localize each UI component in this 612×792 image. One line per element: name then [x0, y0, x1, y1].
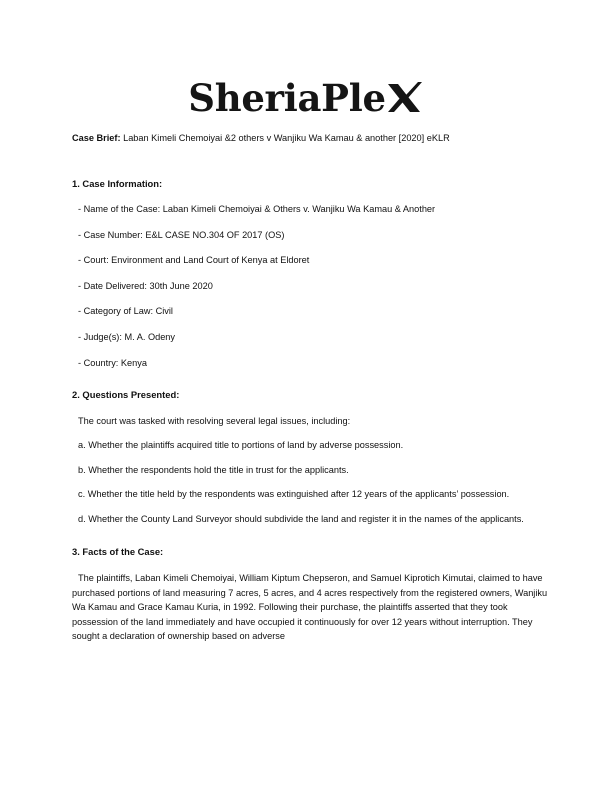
- question-item: b. Whether the respondents hold the title in trust for the applicants.: [78, 464, 349, 475]
- case-brief-label: Case Brief:: [72, 133, 121, 143]
- case-brief-line: [72, 132, 548, 144]
- document-body: [72, 132, 548, 654]
- logo-x-mark-icon: [384, 78, 424, 118]
- section-questions-presented: [72, 389, 548, 527]
- info-item: - Judge(s): M. A. Odeny: [78, 331, 176, 342]
- info-item: - Date Delivered: 30th June 2020: [78, 280, 213, 291]
- section-heading: 3. Facts of the Case:: [72, 546, 164, 558]
- info-item: - Name of the Case: Laban Kimeli Chemoiyai & Others v. Wanjiku Wa Kamau & Another: [78, 204, 436, 214]
- logo-text: SheriaPle: [188, 76, 386, 120]
- info-item: - Court: Environment and Land Court of Kenya at Eldoret: [78, 255, 310, 266]
- info-item: - Category of Law: Civil: [78, 306, 173, 317]
- info-item: - Country: Kenya: [78, 357, 147, 368]
- question-item: d. Whether the County Land Surveyor should subdivide the land and register it in the names of the applicants.: [78, 513, 524, 524]
- question-item: a. Whether the plaintiffs acquired title to portions of land by adverse possession.: [78, 440, 404, 451]
- question-item: c. Whether the title held by the respondents was extinguished after 12 years of the applicants’ possession.: [78, 489, 510, 500]
- sheriaplex-logo: [0, 72, 612, 124]
- info-item: - Case Number: E&L CASE NO.304 OF 2017 (OS): [78, 229, 285, 240]
- section-heading: 2. Questions Presented:: [72, 388, 180, 400]
- section-heading: 1. Case Information:: [72, 178, 163, 189]
- facts-paragraph: The plaintiffs, Laban Kimeli Chemoiyai, William Kiptum Chepseron, and Samuel Kiprotich Kimutai, claimed to have purchased portions of land measuring 7 acres, 5 acres, and 4 acres respectively from the registered owners, Wanjiku Wa Kamau and Grace Kamau Kuria, in 1992. Following their purchase, the plaintiffs asserted that they took possession of the land immediately and have occupied it continuously for over 12 years without interruption. They sought a declaration of ownership based on adverse: [72, 573, 548, 642]
- case-brief-title: Laban Kimeli Chemoiyai &2 others v Wanjiku Wa Kamau & another [2020] eKLR: [123, 133, 450, 143]
- section-case-information: [72, 178, 548, 369]
- section-facts: [72, 546, 548, 644]
- question-item: The court was tasked with resolving several legal issues, including:: [78, 415, 351, 426]
